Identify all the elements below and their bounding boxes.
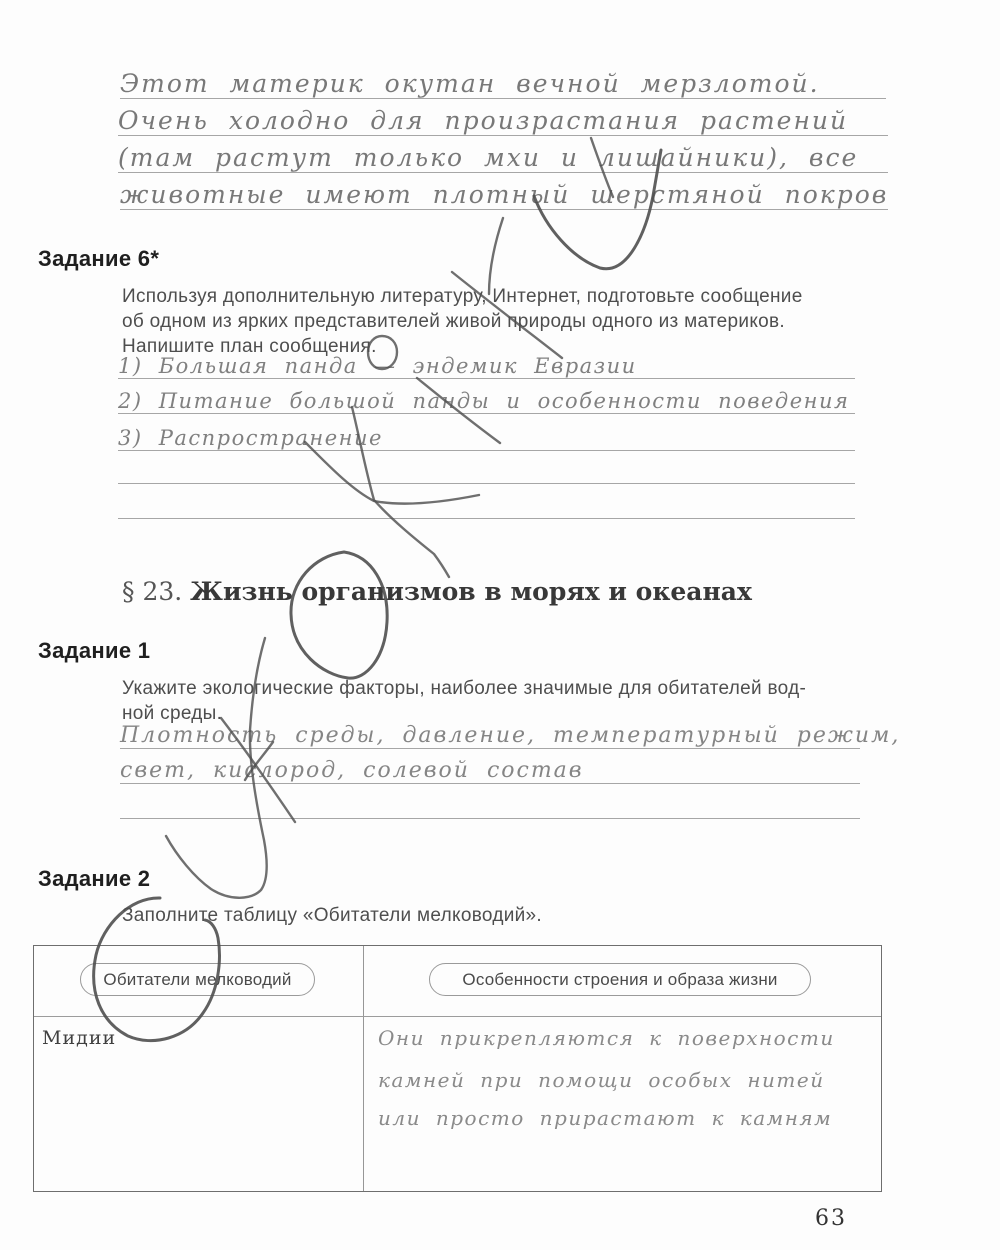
task1-body-line: ной среды. bbox=[122, 703, 223, 724]
handwritten-text: 2) Питание большой панды и особенности поведения bbox=[118, 389, 850, 413]
handwritten-text: Очень холодно для произрастания растений bbox=[118, 106, 849, 135]
scribble-oval bbox=[291, 552, 387, 678]
ruled-line bbox=[118, 417, 855, 451]
ruled-line bbox=[118, 138, 888, 173]
task6-body-line: Напишите план сообщения. bbox=[122, 336, 377, 357]
task1-heading: Задание 1 bbox=[38, 638, 151, 663]
ruled-line-blank bbox=[118, 485, 855, 519]
ruled-line bbox=[118, 380, 855, 414]
ruled-line bbox=[118, 101, 888, 136]
ruled-line-blank bbox=[118, 450, 855, 484]
task2-heading: Задание 2 bbox=[38, 866, 151, 891]
handwritten-text: Этот материк окутан вечной мерзлотой. bbox=[120, 69, 820, 98]
table-cell-handwriting: или просто прирастают к камням bbox=[378, 1106, 833, 1130]
ruled-line bbox=[120, 715, 901, 749]
section-title: Жизнь организмов в морях и океанах bbox=[190, 577, 752, 606]
table-cell-handwriting: Они прикрепляются к поверхности bbox=[378, 1026, 835, 1050]
ruled-line bbox=[120, 175, 888, 210]
col2-header-label: Особенности строения и образа жизни bbox=[462, 969, 778, 989]
table-row-organism: Мидии bbox=[42, 1027, 117, 1049]
handwritten-text: (там растут только мхи и лишайники), все bbox=[118, 143, 859, 172]
handwritten-text: 3) Распространение bbox=[118, 426, 383, 450]
col1-header-pill bbox=[80, 963, 315, 996]
table-cell-handwriting: камней при помощи особых нитей bbox=[378, 1068, 825, 1092]
ruled-line bbox=[120, 64, 886, 99]
section-number: § 23. bbox=[122, 577, 183, 606]
col2-header-pill bbox=[429, 963, 811, 996]
section-heading bbox=[122, 577, 752, 606]
task6-body-line: Используя дополнительную литературу, Интернет, подготовьте сообщение bbox=[122, 286, 803, 307]
page-number: 63 bbox=[815, 1206, 847, 1231]
table-column-divider bbox=[363, 946, 364, 1191]
table-header-separator bbox=[34, 1016, 881, 1017]
ruled-line bbox=[120, 750, 860, 784]
task6-heading: Задание 6* bbox=[38, 246, 160, 271]
handwritten-text: свет, кислород, солевой состав bbox=[120, 758, 584, 783]
task1-body-line: Укажите экологические факторы, наиболее значимые для обитателей вод- bbox=[122, 678, 807, 699]
handwritten-text: 1) Большая панда — эндемик Евразии bbox=[118, 354, 637, 378]
handwritten-text: Плотность среды, давление, температурный режим, bbox=[120, 723, 901, 748]
col1-header-label: Обитатели мелководий bbox=[103, 969, 292, 989]
ruled-line-blank bbox=[120, 785, 860, 819]
handwritten-text: животные имеют плотный шерстяной покров bbox=[120, 180, 889, 209]
scribble-stroke bbox=[489, 218, 503, 294]
task6-body-line: об одном из ярких представителей живой природы одного из материков. bbox=[122, 311, 785, 332]
ruled-line bbox=[118, 345, 855, 379]
task2-body-line: Заполните таблицу «Обитатели мелководий». bbox=[122, 905, 543, 926]
